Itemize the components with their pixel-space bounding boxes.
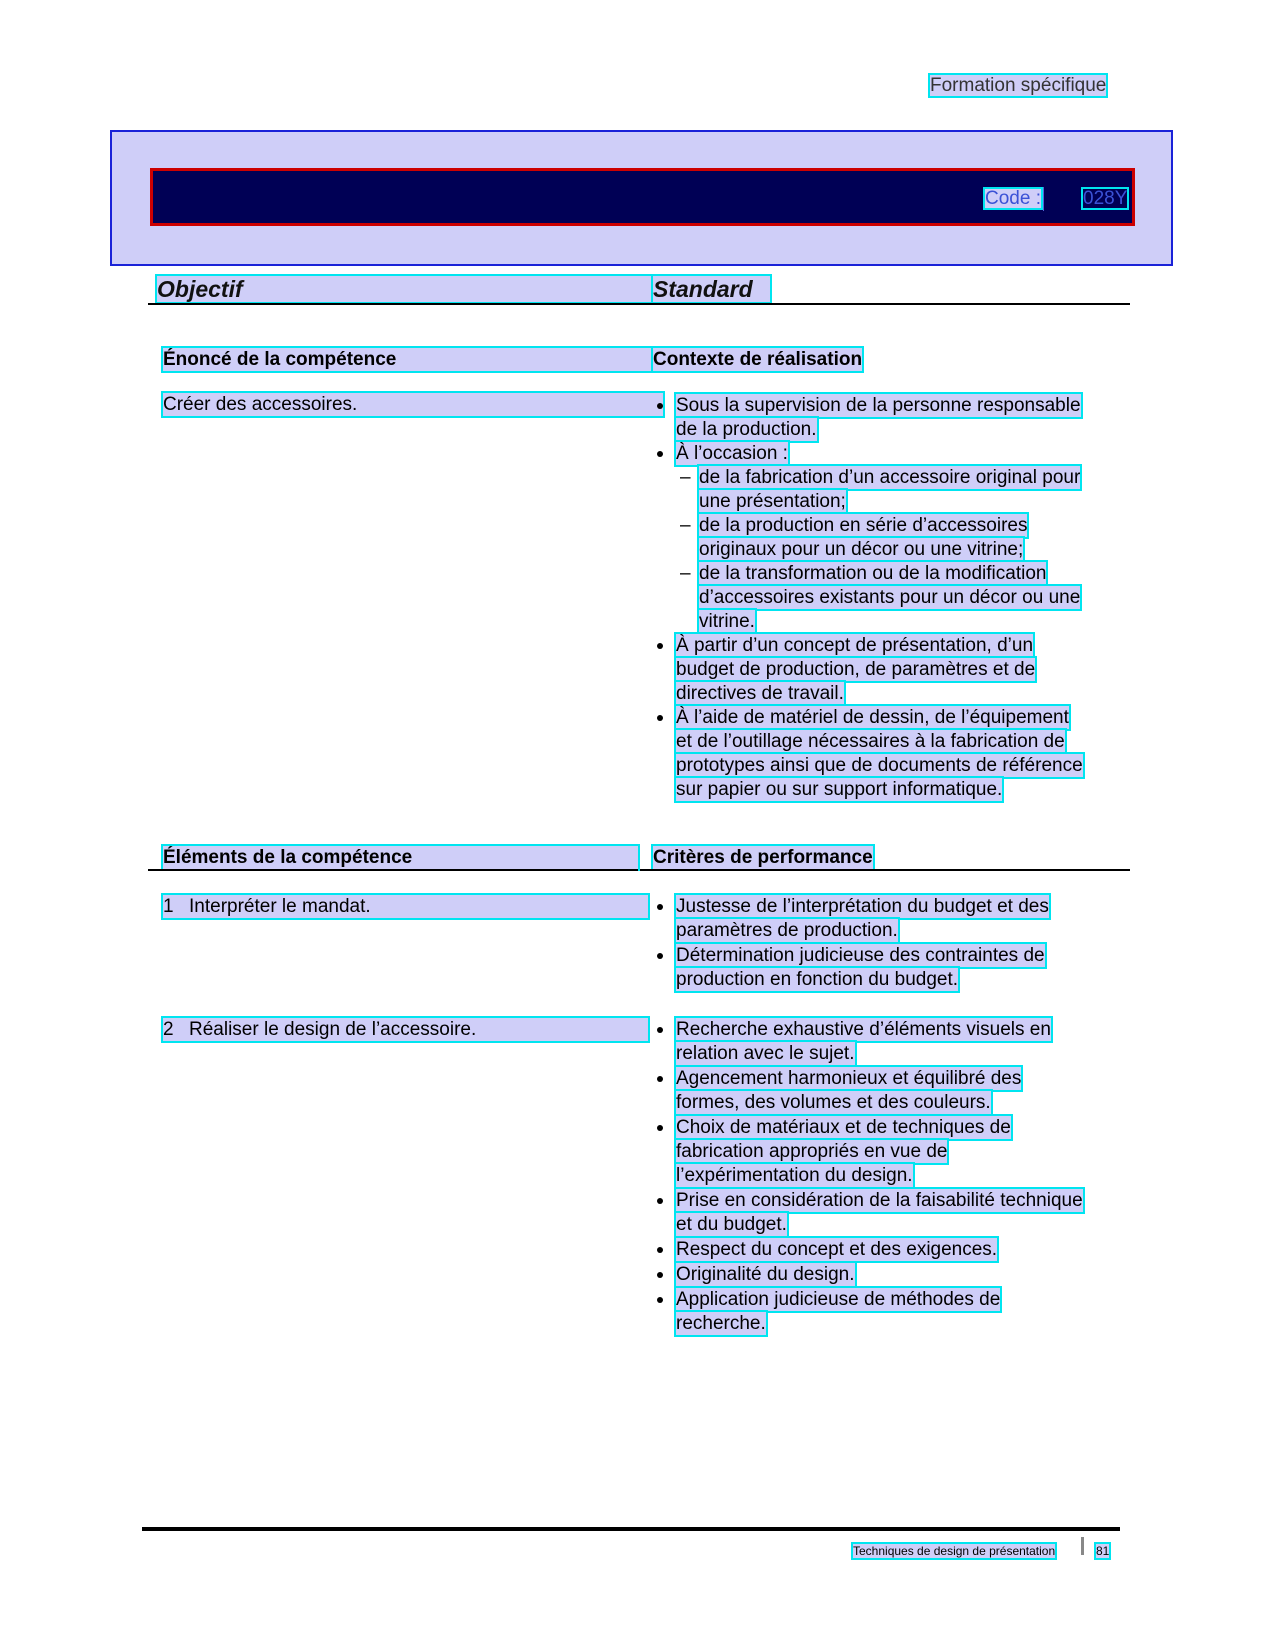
criteria-line: Agencement harmonieux et équilibré des — [676, 1068, 1022, 1089]
context-line: et de l’outillage nécessaires à la fabrication de — [676, 731, 1065, 752]
criteria-line: paramètres de production. — [676, 920, 898, 941]
page-header-label: Formation spécifique — [930, 75, 1107, 96]
element-text: Interpréter le mandat. — [189, 896, 371, 917]
criteria-heading: Critères de performance — [653, 847, 873, 868]
criteria-line: production en fonction du budget. — [676, 969, 959, 990]
context-line: directives de travail. — [676, 683, 844, 704]
criteria-line: Justesse de l’interprétation du budget et des — [676, 896, 1049, 917]
code-value: 028Y — [1083, 188, 1128, 209]
criteria-line: l’expérimentation du design. — [676, 1165, 913, 1186]
context-heading: Contexte de réalisation — [653, 349, 863, 370]
criteria-line: Prise en considération de la faisabilité technique — [676, 1190, 1083, 1211]
page-number: 81 — [1096, 1544, 1110, 1558]
context-line: prototypes ainsi que de documents de référence — [676, 755, 1083, 776]
criteria-line: Choix de matériaux et de techniques de — [676, 1117, 1011, 1138]
criteria-line: Originalité du design. — [676, 1264, 855, 1285]
context-line: À l’aide de matériel de dessin, de l’équipement — [676, 707, 1069, 728]
criteria-line: formes, des volumes et des couleurs. — [676, 1092, 991, 1113]
competence-heading: Énoncé de la compétence — [163, 348, 663, 371]
context-line: vitrine. — [699, 611, 755, 632]
context-line: d’accessoires existants pour un décor ou une — [699, 587, 1081, 608]
context-line: – de la production en série d’accessoires — [699, 514, 1027, 537]
criteria-line: recherche. — [676, 1313, 766, 1334]
criteria-line: relation avec le sujet. — [676, 1043, 855, 1064]
context-line: – de la fabrication d’un accessoire original pour — [699, 466, 1080, 489]
code-label: Code : — [985, 188, 1041, 209]
element-number: 1 — [163, 896, 174, 917]
elements-rule — [148, 869, 638, 871]
context-line: Sous la supervision de la personne responsable — [676, 395, 1081, 416]
context-line: À partir d’un concept de présentation, d’un — [676, 635, 1034, 656]
context-line: budget de production, de paramètres et de — [676, 659, 1036, 680]
competency-title-bar — [150, 168, 1135, 226]
criteria-line: et du budget. — [676, 1214, 787, 1235]
competence-text: Créer des accessoires. — [163, 393, 663, 416]
context-line: originaux pour un décor ou une vitrine; — [699, 539, 1024, 560]
criteria-rule — [640, 869, 1130, 871]
context-line: – de la transformation ou de la modification — [699, 562, 1046, 585]
footer-separator — [1081, 1537, 1084, 1555]
element-row — [163, 895, 648, 918]
section-rule — [148, 303, 1130, 305]
context-line: de la production. — [676, 419, 817, 440]
footer-program: Techniques de design de présentation — [853, 1544, 1056, 1558]
context-line: sur papier ou sur support informatique. — [676, 779, 1003, 800]
context-line: À l’occasion : — [676, 443, 788, 464]
elements-heading: Éléments de la compétence — [163, 846, 638, 869]
context-line: une présentation; — [699, 491, 846, 512]
criteria-line: fabrication appropriés en vue de — [676, 1141, 948, 1162]
criteria-line: Détermination judicieuse des contraintes de — [676, 945, 1045, 966]
objective-heading: Objectif — [157, 276, 769, 302]
standard-heading: Standard — [653, 276, 770, 302]
code-separator — [1043, 187, 1044, 211]
criteria-line: Application judicieuse de méthodes de — [676, 1289, 1001, 1310]
criteria-line: Respect du concept et des exigences. — [676, 1239, 998, 1260]
competency-banner — [110, 130, 1173, 266]
footer-rule — [142, 1527, 1120, 1531]
criteria-line: Recherche exhaustive d’éléments visuels en — [676, 1019, 1051, 1040]
element-number: 2 — [163, 1019, 174, 1040]
element-row — [163, 1018, 648, 1041]
element-text: Réaliser le design de l’accessoire. — [189, 1019, 477, 1040]
